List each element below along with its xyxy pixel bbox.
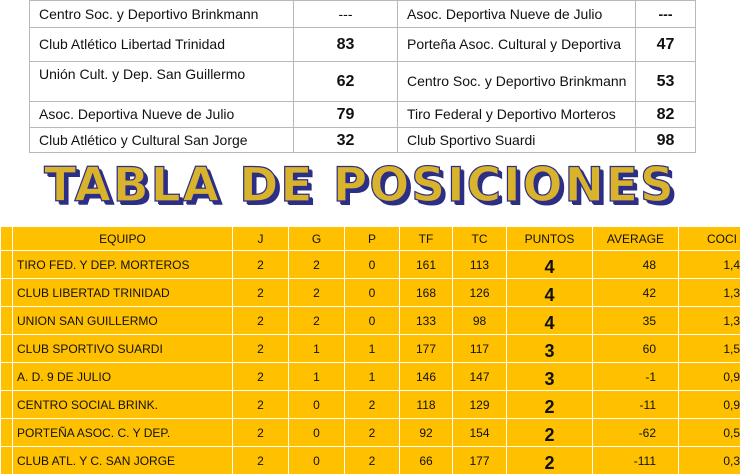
points-cell: 3 (507, 335, 593, 363)
lost-cell: 2 (345, 391, 400, 419)
away-team: Porteña Asoc. Cultural y Deportiva (398, 28, 636, 62)
played-cell: 2 (233, 251, 289, 279)
played-header: J (233, 227, 289, 251)
rank-cell (1, 419, 13, 447)
result-row (30, 128, 696, 153)
team-cell: CLUB LIBERTAD TRINIDAD (13, 279, 233, 307)
played-cell: 2 (233, 279, 289, 307)
home-team: Asoc. Deportiva Nueve de Julio (30, 102, 294, 128)
standings-row (1, 419, 741, 447)
rank-cell (1, 447, 13, 475)
away-team: Club Sportivo Suardi (398, 128, 636, 153)
team-cell: UNION SAN GUILLERMO (13, 307, 233, 335)
played-cell: 2 (233, 307, 289, 335)
lost-cell: 1 (345, 335, 400, 363)
points-for-cell: 92 (400, 419, 453, 447)
page-title: TABLA DE POSICIONES (44, 158, 676, 213)
standings-header-row (1, 227, 741, 251)
played-cell: 2 (233, 419, 289, 447)
points-against-cell: 113 (453, 251, 507, 279)
coefficient-cell: 1,4 (679, 251, 741, 279)
points-against-cell: 98 (453, 307, 507, 335)
points-header: PUNTOS (507, 227, 593, 251)
rank-cell (1, 279, 13, 307)
standings-table (0, 226, 741, 475)
rank-cell (1, 307, 13, 335)
result-row (30, 62, 696, 102)
won-cell: 1 (289, 335, 345, 363)
home-team: Centro Soc. y Deportivo Brinkmann (30, 1, 294, 28)
played-cell: 2 (233, 363, 289, 391)
rank-cell (1, 335, 13, 363)
home-score: 83 (294, 28, 398, 62)
points-for-cell: 161 (400, 251, 453, 279)
home-score: --- (294, 1, 398, 28)
home-score: 62 (294, 62, 398, 102)
standings-row (1, 363, 741, 391)
won-header: G (289, 227, 345, 251)
average-cell: -1 (593, 363, 679, 391)
points-against-cell: 126 (453, 279, 507, 307)
rank-cell (1, 363, 13, 391)
points-against-cell: 129 (453, 391, 507, 419)
points-against-cell: 147 (453, 363, 507, 391)
lost-cell: 0 (345, 279, 400, 307)
rank-header (1, 227, 13, 251)
team-cell: A. D. 9 DE JULIO (13, 363, 233, 391)
won-cell: 2 (289, 279, 345, 307)
points-against-header: TC (453, 227, 507, 251)
away-team: Centro Soc. y Deportivo Brinkmann (398, 62, 636, 102)
away-score: --- (636, 1, 696, 28)
won-cell: 1 (289, 363, 345, 391)
points-for-cell: 66 (400, 447, 453, 475)
lost-cell: 1 (345, 363, 400, 391)
points-for-cell: 177 (400, 335, 453, 363)
played-cell: 2 (233, 335, 289, 363)
points-against-cell: 177 (453, 447, 507, 475)
coefficient-cell: 1,3 (679, 307, 741, 335)
average-cell: 60 (593, 335, 679, 363)
won-cell: 0 (289, 447, 345, 475)
rank-cell (1, 391, 13, 419)
lost-cell: 2 (345, 419, 400, 447)
average-cell: -62 (593, 419, 679, 447)
lost-cell: 0 (345, 307, 400, 335)
results-table (29, 0, 696, 153)
standings-row (1, 307, 741, 335)
points-cell: 2 (507, 447, 593, 475)
points-for-cell: 133 (400, 307, 453, 335)
away-score: 53 (636, 62, 696, 102)
average-cell: -11 (593, 391, 679, 419)
coefficient-header: COCI (679, 227, 741, 251)
away-score: 47 (636, 28, 696, 62)
average-cell: 35 (593, 307, 679, 335)
away-team: Tiro Federal y Deportivo Morteros (398, 102, 636, 128)
lost-header: P (345, 227, 400, 251)
coefficient-cell: 1,3 (679, 279, 741, 307)
points-cell: 3 (507, 363, 593, 391)
team-cell: CLUB ATL. Y C. SAN JORGE (13, 447, 233, 475)
won-cell: 2 (289, 307, 345, 335)
rank-cell (1, 251, 13, 279)
away-score: 98 (636, 128, 696, 153)
average-cell: 42 (593, 279, 679, 307)
coefficient-cell: 0,3 (679, 447, 741, 475)
points-cell: 2 (507, 391, 593, 419)
points-for-header: TF (400, 227, 453, 251)
standings-row (1, 279, 741, 307)
average-cell: 48 (593, 251, 679, 279)
home-team: Club Atlético Libertad Trinidad (30, 28, 294, 62)
team-cell: CLUB SPORTIVO SUARDI (13, 335, 233, 363)
standings-row (1, 335, 741, 363)
result-row (30, 28, 696, 62)
points-cell: 4 (507, 279, 593, 307)
result-row (30, 1, 696, 28)
won-cell: 0 (289, 391, 345, 419)
home-score: 79 (294, 102, 398, 128)
away-team: Asoc. Deportiva Nueve de Julio (398, 1, 636, 28)
team-header: EQUIPO (13, 227, 233, 251)
played-cell: 2 (233, 391, 289, 419)
won-cell: 0 (289, 419, 345, 447)
team-cell: PORTEÑA ASOC. C. Y DEP. (13, 419, 233, 447)
played-cell: 2 (233, 447, 289, 475)
points-cell: 4 (507, 307, 593, 335)
average-header: AVERAGE (593, 227, 679, 251)
points-for-cell: 168 (400, 279, 453, 307)
points-for-cell: 146 (400, 363, 453, 391)
standings-row (1, 447, 741, 475)
home-team: Club Atlético y Cultural San Jorge (30, 128, 294, 153)
coefficient-cell: 0,9 (679, 363, 741, 391)
points-cell: 2 (507, 419, 593, 447)
home-team: Unión Cult. y Dep. San Guillermo (30, 62, 294, 102)
standings-row (1, 391, 741, 419)
points-cell: 4 (507, 251, 593, 279)
coefficient-cell: 0,5 (679, 419, 741, 447)
away-score: 82 (636, 102, 696, 128)
result-row (30, 102, 696, 128)
coefficient-cell: 0,9 (679, 391, 741, 419)
home-score: 32 (294, 128, 398, 153)
lost-cell: 2 (345, 447, 400, 475)
won-cell: 2 (289, 251, 345, 279)
points-against-cell: 117 (453, 335, 507, 363)
team-cell: TIRO FED. Y DEP. MORTEROS (13, 251, 233, 279)
team-cell: CENTRO SOCIAL BRINK. (13, 391, 233, 419)
points-for-cell: 118 (400, 391, 453, 419)
standings-row (1, 251, 741, 279)
lost-cell: 0 (345, 251, 400, 279)
average-cell: -111 (593, 447, 679, 475)
points-against-cell: 154 (453, 419, 507, 447)
coefficient-cell: 1,5 (679, 335, 741, 363)
